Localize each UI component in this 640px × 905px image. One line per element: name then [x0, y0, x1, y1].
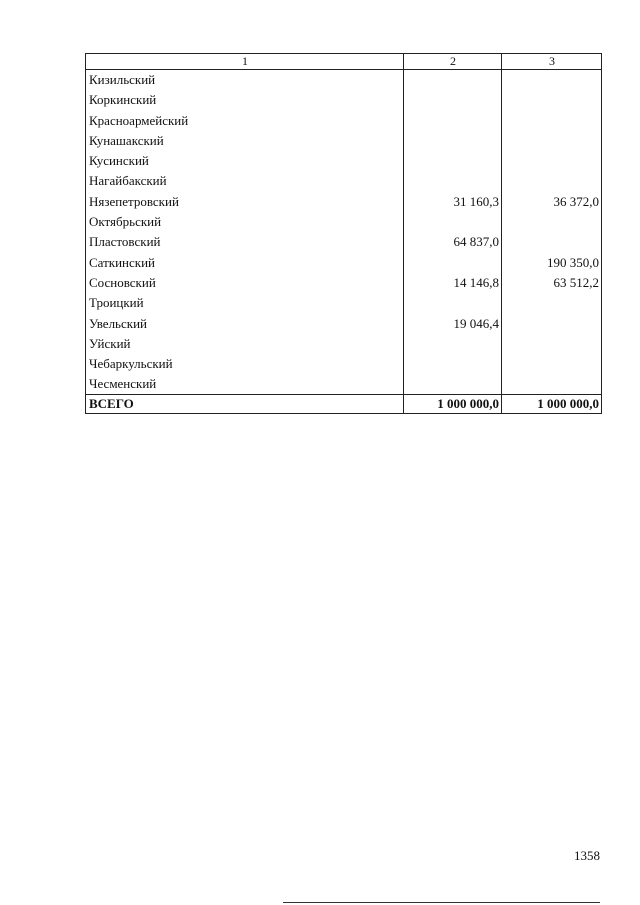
- table-row: [86, 90, 602, 110]
- total-row: [86, 394, 602, 413]
- row-label: Пластовский: [86, 232, 404, 252]
- row-col-3: [502, 110, 602, 130]
- row-label: Чесменский: [86, 374, 404, 394]
- row-label: Уйский: [86, 333, 404, 353]
- row-col-2: [404, 374, 502, 394]
- row-col-2: [404, 90, 502, 110]
- row-col-2: 31 160,3: [404, 191, 502, 211]
- footer-divider: [283, 902, 600, 903]
- row-col-3: [502, 70, 602, 90]
- table-row: [86, 354, 602, 374]
- total-col-2: 1 000 000,0: [404, 394, 502, 413]
- row-col-2: 19 046,4: [404, 313, 502, 333]
- row-col-2: [404, 252, 502, 272]
- total-label: ВСЕГО: [86, 394, 404, 413]
- table-row: [86, 252, 602, 272]
- row-label: Троицкий: [86, 293, 404, 313]
- row-col-3: [502, 90, 602, 110]
- row-col-3: 36 372,0: [502, 191, 602, 211]
- table-row: [86, 191, 602, 211]
- row-col-2: 14 146,8: [404, 272, 502, 292]
- row-col-2: [404, 212, 502, 232]
- row-col-3: [502, 313, 602, 333]
- row-label: Чебаркульский: [86, 354, 404, 374]
- row-col-2: [404, 293, 502, 313]
- row-label: Кунашакский: [86, 130, 404, 150]
- header-col-1: 1: [86, 54, 404, 70]
- table-row: [86, 130, 602, 150]
- row-col-2: [404, 70, 502, 90]
- row-col-3: [502, 212, 602, 232]
- row-col-3: [502, 171, 602, 191]
- row-label: Кизильский: [86, 70, 404, 90]
- table-row: [86, 232, 602, 252]
- row-label: Сосновский: [86, 272, 404, 292]
- row-col-3: [502, 333, 602, 353]
- table-body: [86, 70, 602, 395]
- row-label: Нязепетровский: [86, 191, 404, 211]
- row-col-3: [502, 151, 602, 171]
- row-col-2: [404, 110, 502, 130]
- total-col-3: 1 000 000,0: [502, 394, 602, 413]
- table-row: [86, 313, 602, 333]
- row-col-2: 64 837,0: [404, 232, 502, 252]
- row-col-3: [502, 374, 602, 394]
- row-label: Коркинский: [86, 90, 404, 110]
- table-row: [86, 110, 602, 130]
- row-col-2: [404, 354, 502, 374]
- row-col-2: [404, 171, 502, 191]
- row-col-3: [502, 232, 602, 252]
- row-col-3: [502, 354, 602, 374]
- row-col-2: [404, 151, 502, 171]
- row-label: Нагайбакский: [86, 171, 404, 191]
- table-row: [86, 293, 602, 313]
- row-label: Кусинский: [86, 151, 404, 171]
- row-label: Саткинский: [86, 252, 404, 272]
- page-number: 1358: [574, 848, 600, 863]
- row-label: Увельский: [86, 313, 404, 333]
- row-col-3: [502, 293, 602, 313]
- header-col-2: 2: [404, 54, 502, 70]
- header-row: [86, 54, 602, 70]
- row-col-3: [502, 130, 602, 150]
- table-row: [86, 374, 602, 394]
- row-col-3: 63 512,2: [502, 272, 602, 292]
- row-col-3: 190 350,0: [502, 252, 602, 272]
- table-row: [86, 171, 602, 191]
- row-label: Красноармейский: [86, 110, 404, 130]
- row-col-2: [404, 333, 502, 353]
- table-row: [86, 212, 602, 232]
- table-row: [86, 70, 602, 90]
- allocation-table: [85, 53, 602, 414]
- table-row: [86, 272, 602, 292]
- row-label: Октябрьский: [86, 212, 404, 232]
- table-row: [86, 151, 602, 171]
- header-col-3: 3: [502, 54, 602, 70]
- table-row: [86, 333, 602, 353]
- row-col-2: [404, 130, 502, 150]
